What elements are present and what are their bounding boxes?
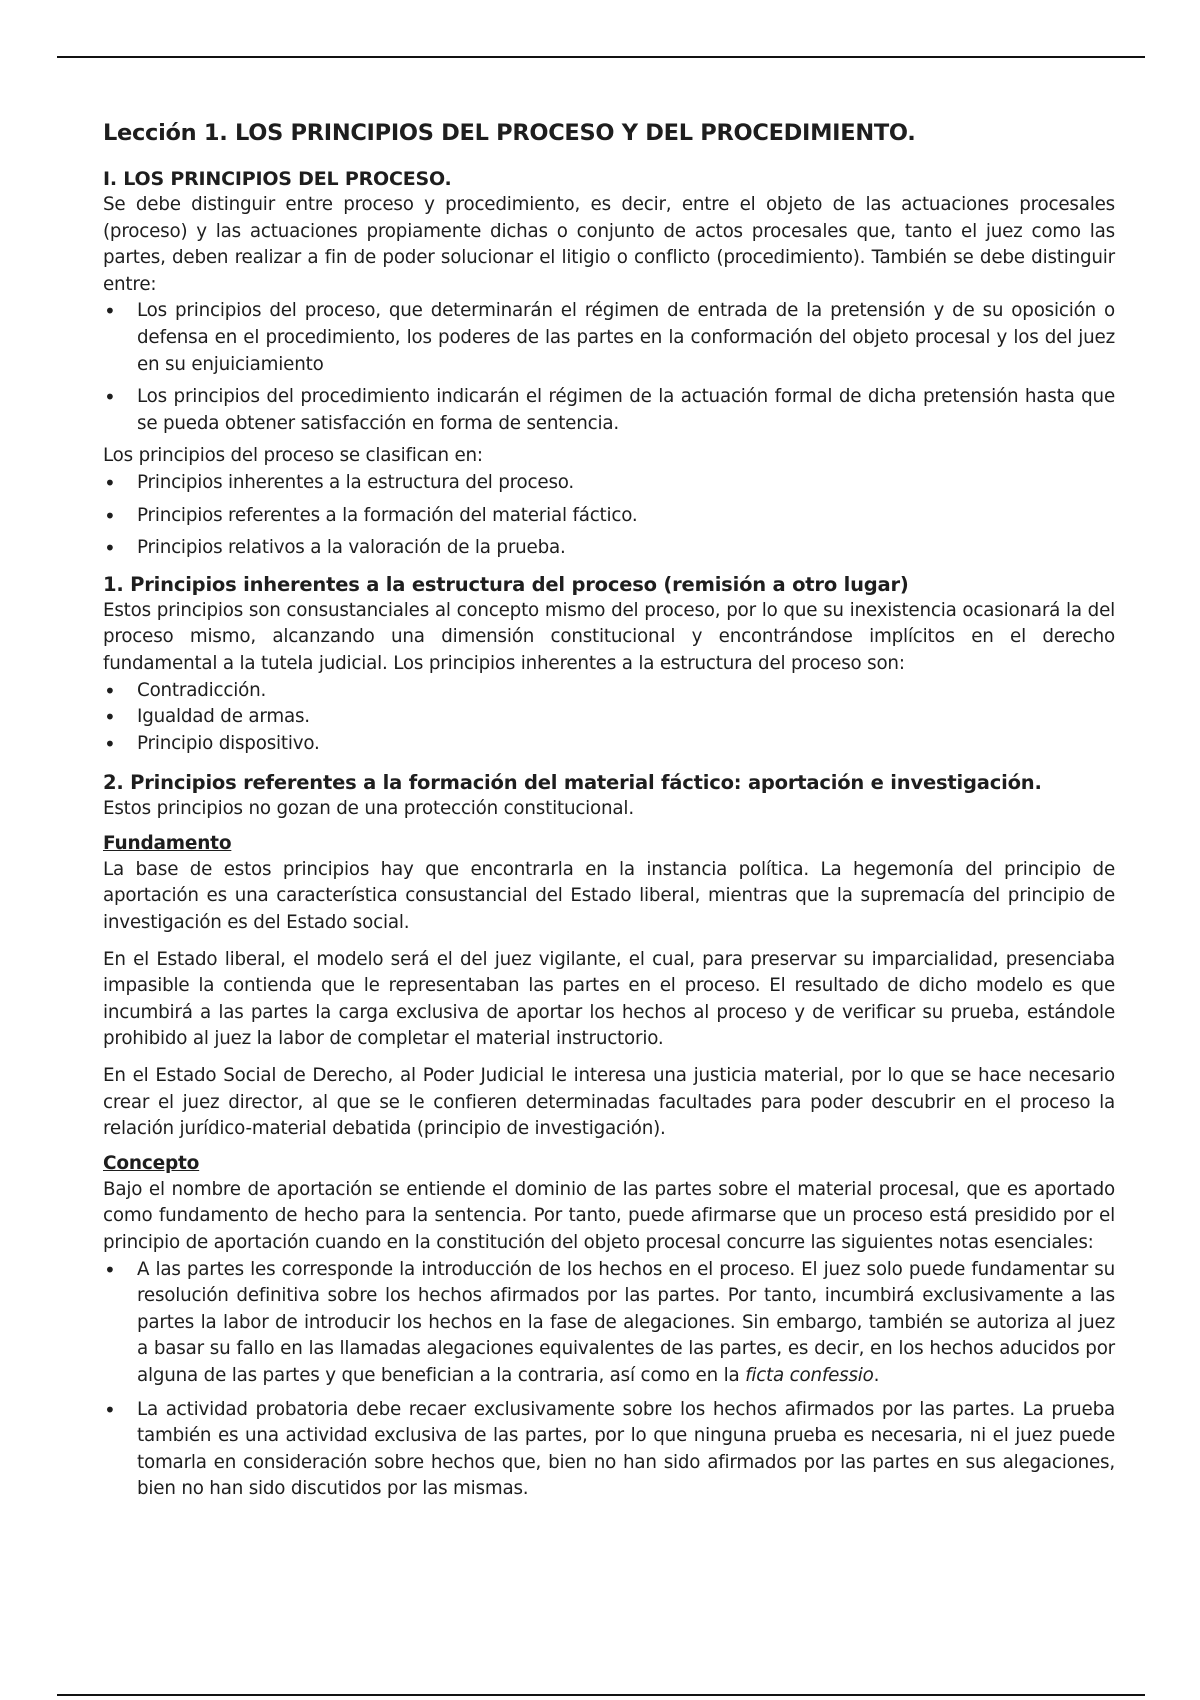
classification-intro: Los principios del proceso se clasifican en:	[103, 445, 483, 467]
list-item: • Principios relativos a la valoración de la prueba.	[103, 535, 1115, 562]
lesson-title: Lección 1. LOS PRINCIPIOS DEL PROCESO Y DEL PROCEDIMIENTO.	[103, 120, 916, 146]
list-item: • Igualdad de armas.	[103, 704, 1115, 731]
footer-rule	[57, 1694, 1145, 1696]
list-item: • Los principios del proceso, que determinarán el régimen de entrada de la pretensión y de su oposición o defensa en el procedimiento, los poderes de las partes en la conformación del objeto procesal y los del juez en su enjuiciamiento	[103, 298, 1115, 378]
intro-paragraph: Se debe distinguir entre proceso y procedimiento, es decir, entre el objeto de las actuaciones procesales (proceso) y las actuaciones propiamente dichas o conjunto de actos procesales que, tanto el juez como las partes, deben realizar a fin de poder solucionar el litigio o conflicto (procedimiento). También se debe distinguir entre:	[103, 194, 1115, 295]
list-item: • La actividad probatoria debe recaer exclusivamente sobre los hechos afirmados por las partes. La prueba también es una actividad exclusiva de las partes, por lo que ninguna prueba es necesaria, ni el juez puede tomarla en consideración sobre hechos que, bien no han sido afirmados por las partes en sus alegaciones, bien no han sido discutidos por las mismas.	[103, 1397, 1115, 1503]
fundamento-heading: Fundamento	[103, 832, 232, 854]
italic-term: ficta confessio	[745, 1364, 874, 1386]
list-item: • Contradicción.	[103, 678, 1115, 705]
list-item: • Principios inherentes a la estructura del proceso.	[103, 470, 1115, 497]
list-item: • Principio dispositivo.	[103, 731, 1115, 758]
list-item: • Los principios del procedimiento indicarán el régimen de la actuación formal de dicha pretensión hasta que se pueda obtener satisfacción en forma de sentencia.	[103, 384, 1115, 437]
concepto-list	[103, 1257, 1115, 1503]
fundamento-paragraph: En el Estado liberal, el modelo será el del juez vigilante, el cual, para preservar su imparcialidad, presenciaba impasible la contienda que le representaban las partes en el proceso. El resultado de dicho modelo es que incumbirá a las partes la carga exclusiva de aportar los hechos al proceso y de verificar su prueba, estándole prohibido al juez la labor de completar el material instructorio.	[103, 948, 1115, 1050]
document-body	[103, 118, 1115, 1510]
subsection-paragraph: Estos principios son consustanciales al concepto mismo del proceso, por lo que su inexistencia ocasionará la del proceso mismo, alcanzando una dimensión constitucional y encontrándose implícitos en el derecho fundamental a la tutela judicial. Los principios inherentes a la estructura del proceso son:	[103, 599, 1115, 674]
structure-principles-list	[103, 678, 1115, 758]
list-item-text: A las partes les corresponde la introducción de los hechos en el proceso. El juez solo puede fundamentar su resolución definitiva sobre los hechos afirmados por las partes. Por tanto, incumbirá exclusivamente a las partes la labor de introducir los hechos en la fase de alegaciones. Sin embargo, también se autoriza al juez a basar su fallo en las llamadas alegaciones equivalentes de las partes, es decir, en los hechos aducidos por alguna de las partes y que benefician a la contraria, así como en la	[137, 1258, 1115, 1386]
fundamento-paragraph: En el Estado Social de Derecho, al Poder Judicial le interesa una justicia material, por lo que se hace necesario crear el juez director, al que se le confieren determinadas facultades para poder descubrir en el proceso la relación jurídico-material debatida (principio de investigación).	[103, 1065, 1115, 1140]
subsection-heading: 1. Principios inherentes a la estructura del proceso (remisión a otro lugar)	[103, 572, 909, 596]
classification-list	[103, 470, 1115, 562]
list-item-end: .	[873, 1364, 880, 1386]
fundamento-paragraph: La base de estos principios hay que encontrarla en la instancia política. La hegemonía del principio de aportación es una característica consustancial del Estado liberal, mientras que la supremacía del principio de investigación es del Estado social.	[103, 858, 1115, 934]
header-rule	[57, 56, 1145, 58]
concepto-paragraph: Bajo el nombre de aportación se entiende el dominio de las partes sobre el material procesal, que es aportado como fundamento de hecho para la sentencia. Por tanto, puede afirmarse que un proceso está presidido por el principio de aportación cuando en la constitución del objeto procesal concurre las siguientes notas esenciales:	[103, 1178, 1115, 1253]
subsection-paragraph: Estos principios no gozan de una protección constitucional.	[103, 798, 634, 820]
list-item	[103, 1257, 1115, 1390]
subsection-heading: 2. Principios referentes a la formación del material fáctico: aportación e investigación.	[103, 771, 1042, 795]
distinction-list	[103, 298, 1115, 437]
concepto-heading: Concepto	[103, 1152, 200, 1174]
list-item: • Principios referentes a la formación del material fáctico.	[103, 503, 1115, 530]
section-heading: I. LOS PRINCIPIOS DEL PROCESO.	[103, 168, 452, 190]
